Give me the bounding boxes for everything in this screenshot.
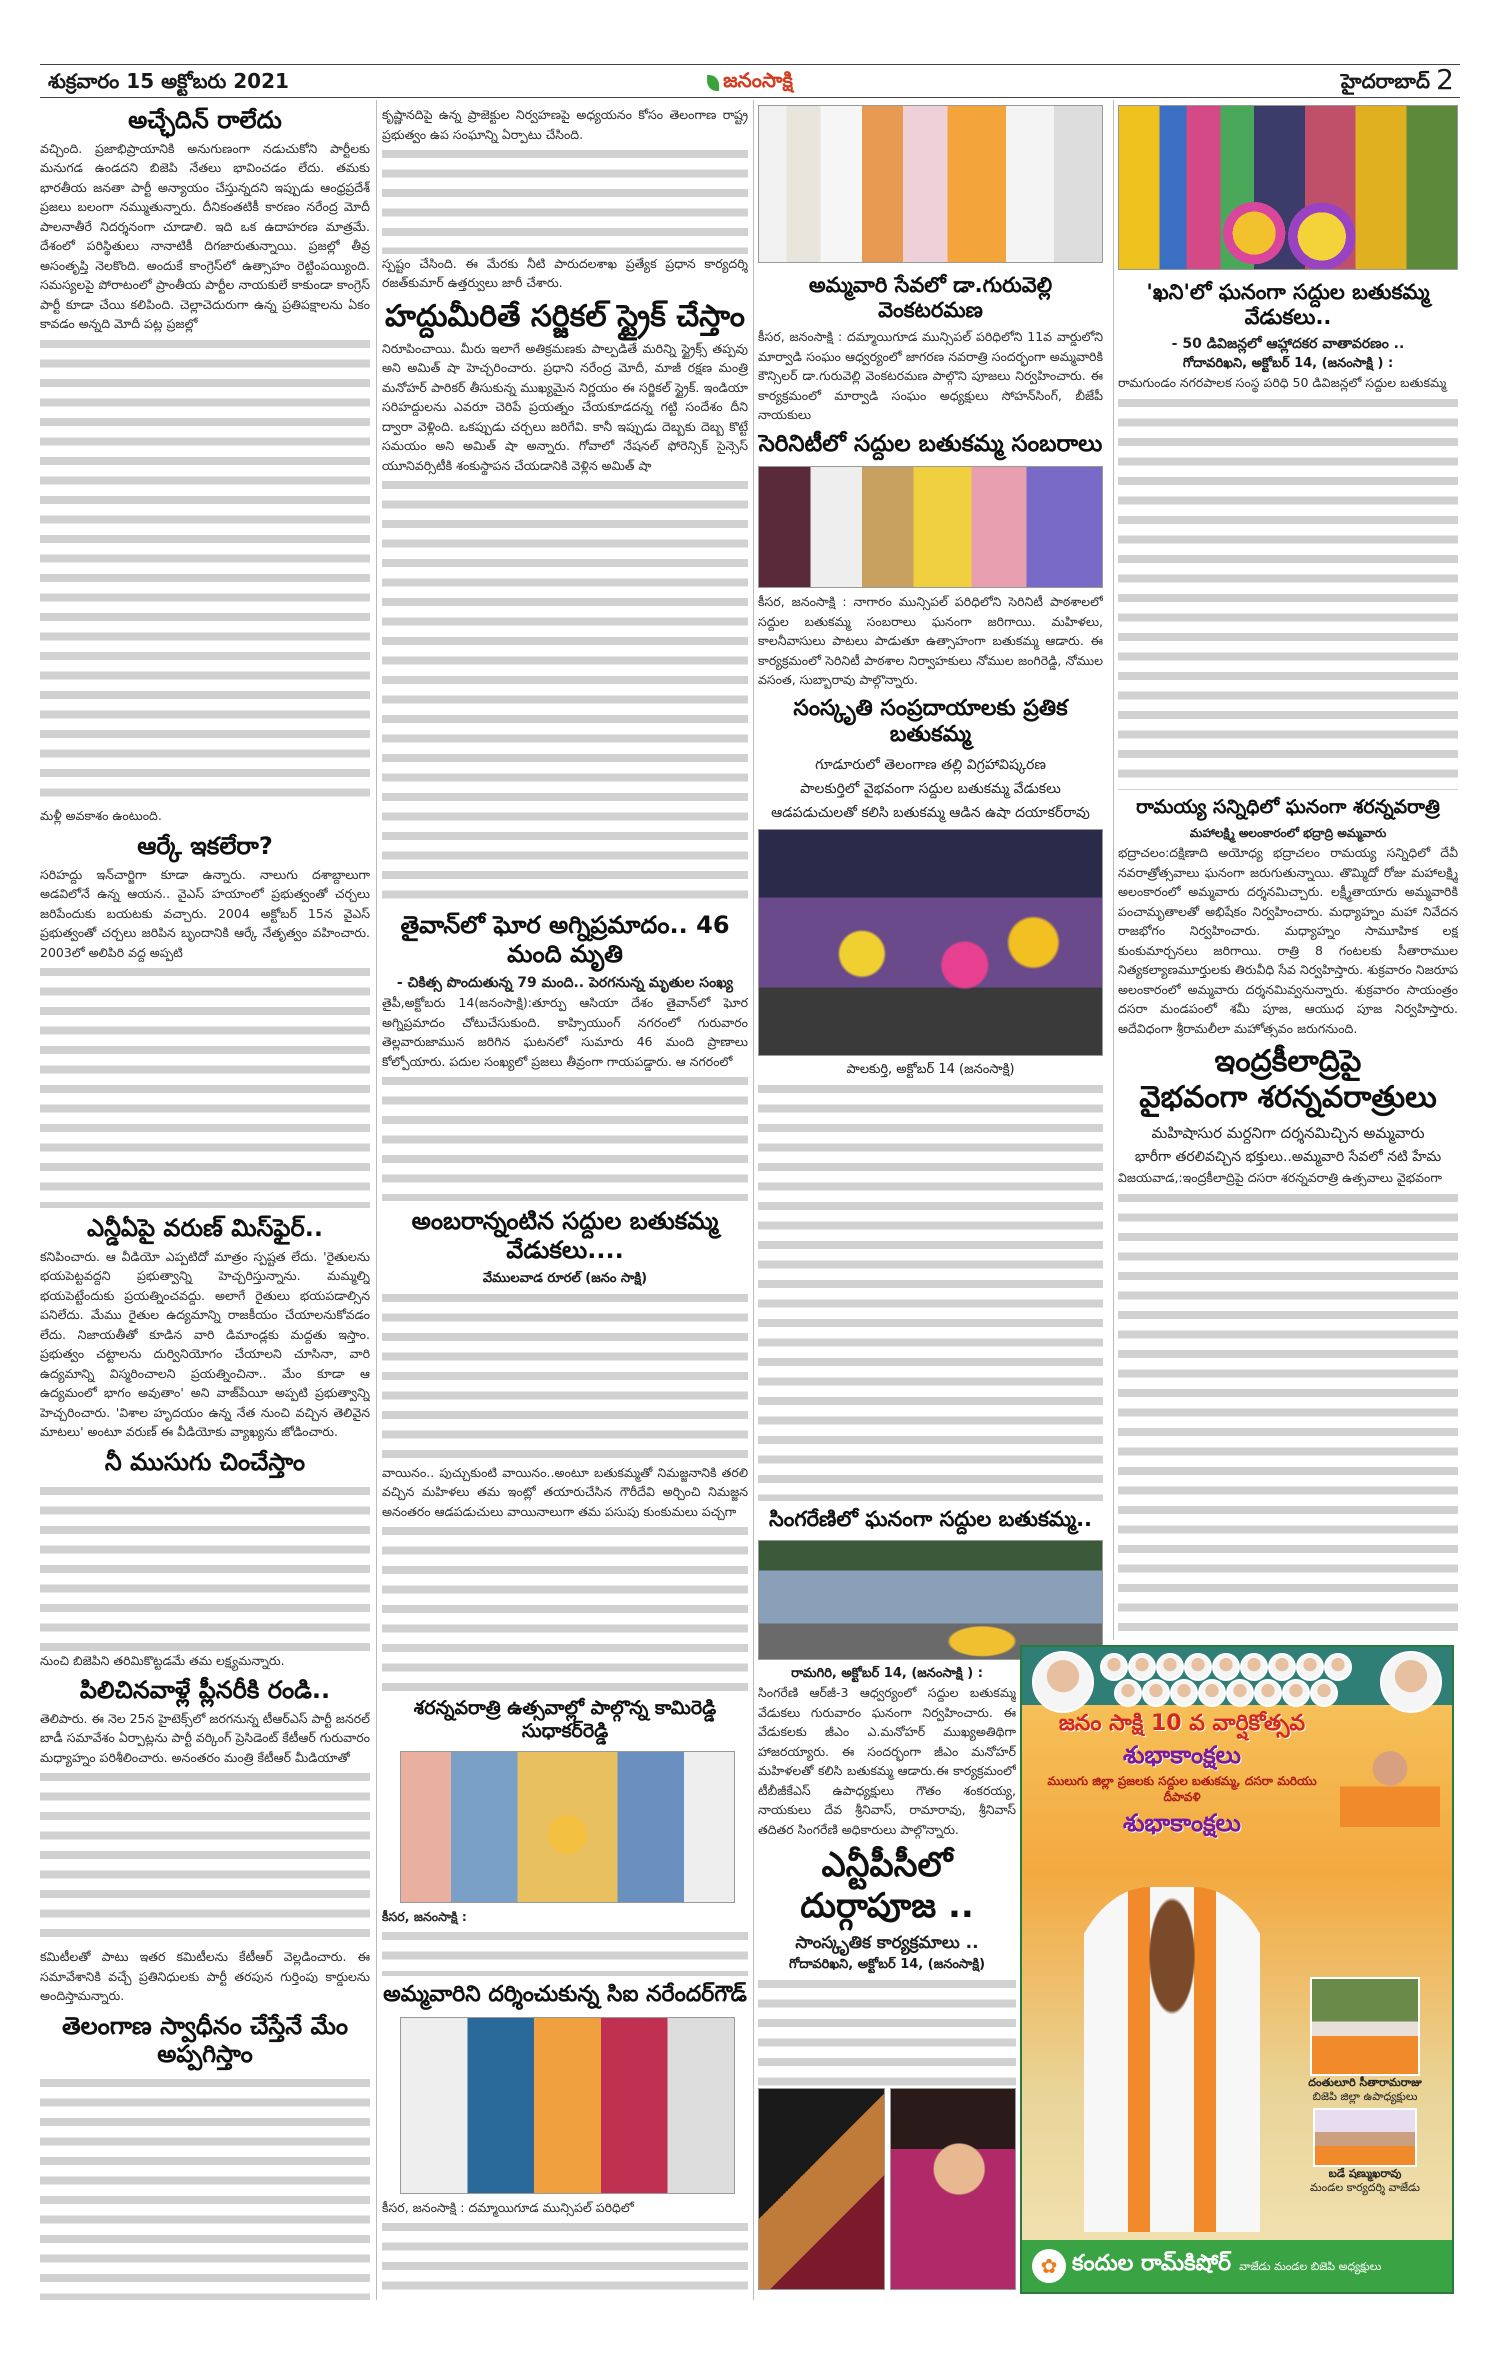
dateline: పాలకుర్తి, అక్టోబర్ 14 (జనంసాక్షి)	[846, 1061, 1015, 1077]
article-body: కీసర, జనంసాక్షి : దమ్మాయిగూడ మున్సిపల్ పరిధిలోని 11వ వార్డులోని మార్వాడి సంఘం ఆధ్వర్యంలో జాగరణ నవరాత్రి సందర్భంగా అమ్మవారికి కౌన్సిలర్ డా.గురువెల్లి వెంకటరమణ పాల్గొని పూజలు నిర్వహించారు. ఈ కార్యక్రమంలో మార్వాడి సంఘం అధ్యక్షులు సోహన్‌సింగ్, బీజేపీ నాయకులు	[758, 329, 1103, 423]
headline-taiwan-fire: తైవాన్‌లో ఘోర అగ్నిప్రమాదం.. 46 మంది మృతి	[400, 911, 730, 969]
headline-achhe-din: అచ్ఛేదిన్ రాలేదు	[128, 106, 282, 134]
leader-portrait	[1114, 1679, 1142, 1707]
leader-portrait	[1100, 1653, 1128, 1681]
photo-khani-bathukamma	[1118, 105, 1458, 270]
article-body: వాయినం.. పుచ్చుకుంటి వాయినం..అంటూ బతుకమ్మతో నిమజ్జనానికి తరలి వచ్చిన మహిళలు తమ ఇంట్లో తయారుచేసిన గౌరీదేవి అర్చించి నిమజ్జన అనంతరం ఆడపడుచులు వాయినాలుగా తమ పసుపు కుంకుమలు పచ్చగా	[382, 1464, 748, 1519]
article-body: తైపీ,అక్టోబరు 14(జనంసాక్షి):తూర్పు ఆసియా దేశం తైవాన్‌లో ఘోర అగ్నిప్రమాదం చోటుచేసుకుంది. కాహ్సియుంగ్ నగరంలో గురువారం తెల్లవారుజామున జరిగిన ఘటనలో సుమారు 46 మంది ప్రాణాలు కోల్పోయారు. పదుల సంఖ్యలో ప్రజలు తీవ్రంగా గాయపడ్డారు. ఆ నగరంలో	[382, 995, 748, 1069]
headline-palakurthi: సంస్కృతి సంప్రదాయాలకు ప్రతిక బతుకమ్మ	[793, 695, 1068, 748]
ad-title: జనం సాక్షి 10 వ వార్షికోత్సవ	[1058, 1711, 1306, 1736]
person1-photo	[1310, 1977, 1420, 2076]
article-body-end: మళ్లీ అవకాశం ఉంటుంది.	[40, 808, 162, 824]
subheadline: గూడూరులో తెలంగాణ తల్లి విగ్రహావిష్కరణ	[815, 756, 1046, 773]
column-3	[758, 105, 1103, 1660]
leader-portrait	[1240, 1653, 1268, 1681]
leader-portrait	[1380, 1651, 1442, 1713]
subheadline: మహిషాసుర మర్దనిగా దర్శనమిచ్చిన అమ్మవారు	[1151, 1124, 1425, 1143]
subheadline: ఆడపడుచులతో కలిసి బతుకమ్మ ఆడిన ఉషా దయాకర్‌రావు	[771, 804, 1090, 821]
text-lines	[1118, 393, 1458, 790]
text-lines	[40, 1767, 370, 1947]
subheadline: పాలకుర్తిలో వైభవంగా సద్దుల బతుకమ్మ వేడుకలు	[800, 780, 1061, 797]
dateline: గోదావరిఖని, అక్టోబర్ 14, (జనంసాక్షి ) :	[1182, 356, 1394, 372]
headline-khani: 'ఖని'లో ఘనంగా సద్దుల బతుకమ్మ వేడుకలు..	[1146, 280, 1430, 330]
headline-guruvelli: అమ్మవారి సేవలో డా.గురువెల్లి వెంకటరమణ	[808, 273, 1053, 323]
subheadline: - చికిత్స పొందుతున్న 79 మంది.. పెరగనున్న మృతుల సంఖ్య	[396, 975, 734, 992]
dateline: గోదావరిఖని, అక్టోబర్ 14, (జనంసాక్షి)	[788, 1956, 986, 1972]
edition-city: హైదరాబాద్	[1340, 69, 1430, 93]
caption-text: కీసర, జనంసాక్షి : దమ్మాయిగూడ మున్సిపల్ పరిధిలో	[382, 2199, 634, 2215]
issue-date: శుక్రవారం 15 అక్టోబరు 2021	[48, 69, 289, 93]
page-number: 2	[1436, 63, 1454, 96]
ad-message: ములుగు జిల్లా ప్రజలకు సద్దుల బతుకమ్మ, దసరా మరియు దీపావళి	[1047, 1774, 1317, 1804]
column-4	[1118, 105, 1458, 1635]
photo-row	[758, 2088, 1016, 2290]
article-body: కీసర, జనంసాక్షి : నాగారం మున్సిపల్ పరిధిలోని సెరినిటీ పాఠశాలలో సద్దుల బతుకమ్మ సంబరాలు ఘనంగా జరిగాయి. మహిళలు, కాలనీవాసులు పాటలు పాడుతూ ఉత్సాహంగా బతుకమ్మ ఆడారు. ఈ కార్యక్రమంలో సెరినిటీ పాఠశాల నిర్వాహకులు నోముల జంగిరెడ్డి, నోముల వసంత, సుబ్బారావు పాల్గొన్నారు.	[758, 594, 1103, 688]
article-body: విజయవాడ,:ఇంద్రకీలాద్రిపై దసరా శరన్నవరాత్రి ఉత్సవాలు వైభవంగా	[1118, 1170, 1442, 1186]
person2-role: మండల కార్యదర్శి వాజేడు	[1310, 2181, 1420, 2194]
leader-portrait	[1170, 1679, 1198, 1707]
photo-serenity-school	[758, 466, 1103, 588]
logo-text: జనంసాక్షి	[723, 68, 793, 92]
text-lines	[40, 1481, 370, 1651]
subheadline: - 50 డివిజన్లలో ఆహ్లాదకర వాతావరణం ..	[1171, 336, 1405, 353]
photo-flute-player	[758, 2088, 885, 2290]
leader-portrait	[1268, 1653, 1296, 1681]
person1-name: దంతులూరి సీతారామరాజు	[1308, 2076, 1422, 2089]
headline-bathukamma-vemulawada: అంబరాన్నంటిన సద్దుల బతుకమ్మ వేడుకలు....	[411, 1207, 719, 1264]
text-lines	[40, 2073, 370, 2300]
leader-portrait	[1296, 1653, 1324, 1681]
ad-greeting: శుభాకాంక్షలు	[1123, 1809, 1241, 1838]
headline-indrakeeladri-line1: ఇంద్రకీలాద్రిపై	[1214, 1044, 1362, 1080]
photo-singer	[890, 2088, 1017, 2290]
newspaper-logo	[707, 68, 793, 97]
photo-singareni	[758, 1540, 1103, 1660]
leader-portrait	[1142, 1679, 1170, 1707]
headline-surgical-strike: హద్దుమీరితే సర్జికల్ స్ట్రైక్ చేస్తాం	[384, 298, 745, 334]
ad-greeting: శుభాకాంక్షలు	[1123, 1741, 1241, 1770]
headline-varun: ఎన్డీఏపై వరుణ్ మిస్‌ఫైర్..	[87, 1213, 323, 1242]
person2-photo	[1313, 2108, 1417, 2167]
headline-mask: నీ ముసుగు చించేస్తాం	[104, 1447, 306, 1476]
ad-people-stack	[1290, 1977, 1440, 2237]
text-lines	[758, 1079, 1103, 1501]
column-divider	[753, 100, 754, 2300]
leader-portrait	[1128, 1653, 1156, 1681]
headline-telangana: తెలంగాణ స్వాధీనం చేస్తేనే మేం అప్పగిస్తాం	[61, 2011, 349, 2069]
article-body-end: కమిటీలతో పాటు ఇతర కమిటీలను కేటీఆర్ వెల్లడించారు. ఈ సమావేశానికి వచ్చే ప్రతినిధులకు పార్టీ తరపున గుర్తింపు కార్డులను అందిస్తామన్నారు.	[40, 1949, 370, 2004]
leader-portrait	[1254, 1679, 1282, 1707]
article-body: భద్రాచలం:దక్షిణాది అయోధ్య భద్రాచలం రామయ్య సన్నిధిలో దేవీ నవరాత్రోత్సవాలు ఘనంగా జరుగుతున్నాయి. తొమ్మిదో రోజు మహాలక్ష్మి అలంకారంలో అమ్మవారు దర్శనమిచ్చారు. లక్ష్మీతాయారు అమ్మవారికి పంచామృతాలతో అభిషేకం నిర్వహించారు. మధ్యాహ్నం మహా నివేదన రాజభోగం నిర్వహించారు. మధ్యాహ్నం సామూహిక లక్ష కుంకుమార్చనలు జరిగాయి. రాత్రి 8 గంటలకు సీతారాముల నిత్యకల్యాణమూర్తులకు తిరువీధి సేవ నిర్వహిస్తారు. శుక్రవారం నిజరూప అలంకారంలో అమ్మవారు దర్శనమివ్వనున్నారు. శుక్రవారం సాయంత్రం దసరా మండపంలో శమీ పూజ, ఆయుధ పూజ నిర్వహిస్తారు. అదేవిధంగా శ్రీరామలీలా మహోత్సవం జరుగనుంది.	[1118, 845, 1458, 1036]
article-body: రామగుండం నగరపాలక సంస్థ పరిధి 50 డివిజన్లలో సద్దుల బతుకమ్మ	[1118, 375, 1447, 391]
person2-name: బడే షణ్ముఖరావు	[1328, 2167, 1402, 2180]
text-lines	[1118, 1188, 1458, 1635]
photo-ci-narender	[400, 2017, 735, 2194]
text-lines	[382, 1521, 748, 1691]
subheadline: భారీగా తరలివచ్చిన భక్తులు..అమ్మవారి సేవలో నటి హేమ	[1134, 1149, 1442, 1166]
column-1	[40, 100, 370, 2300]
ad-footer	[1022, 2240, 1452, 2292]
main-person-photo	[1062, 1887, 1282, 2232]
article-body: సరిహద్దు ఇన్‌చార్జిగా కూడా ఉన్నారు. నాలుగు దశాబ్దాలుగా అడవిలోనే ఉన్న ఆయన.. వైఎస్ హయాంలో ప్రభుత్వంతో చర్చలు జరిపేందుకు బయటకు వచ్చారు. 2004 అక్టోబర్ 15న వైఎస్ ప్రభుత్వంతో చర్చలు జరిపిన బృందానికి ఆర్కే నేతృత్వం వహించారు. 2003లో అలిపిరి వద్ద అప్పటి	[40, 866, 370, 960]
article-body-end: స్పష్టం చేసింది. ఈ మేరకు నీటి పారుదలశాఖ ప్రత్యేక ప్రధాన కార్యదర్శి రజత్‌కుమార్ ఉత్తర్వులు జారీ చేశారు.	[382, 255, 748, 291]
leaf-icon	[707, 75, 719, 91]
leader-portrait	[1324, 1653, 1352, 1681]
page-header	[40, 64, 1460, 98]
person1-role: బిజెపి జిల్లా ఉపాధ్యక్షులు	[1312, 2090, 1418, 2103]
greeting-advertisement	[1020, 1645, 1454, 2294]
ad-text-stack	[1032, 1711, 1332, 1838]
photo-durga-pandal	[400, 1751, 735, 1903]
person-photo	[1340, 1737, 1440, 1827]
headline-ci-narender: అమ్మవారిని దర్శించుకున్న సిఐ నరేందర్‌గౌడ్	[383, 1982, 747, 2008]
leader-portrait	[1156, 1653, 1184, 1681]
text-lines	[40, 334, 370, 807]
headline-kamireddy: శరన్నవరాత్రి ఉత్సవాల్లో పాల్గొన్న కామిరెడ్డి సుధాకర్‌రెడ్డి	[413, 1697, 717, 1742]
text-lines	[758, 1974, 1016, 2088]
headline-singareni: సింగరేణిలో ఘనంగా సద్దుల బతుకమ్మ..	[768, 1506, 1093, 1531]
main-person-name: కందుల రామ్‌కిషోర్	[1072, 2251, 1232, 2276]
column-divider	[376, 100, 377, 2300]
subheadline: సాంస్కృతిక కార్యక్రమాలు ..	[795, 1932, 979, 1953]
leader-portrait	[1282, 1679, 1310, 1707]
headline-plenary: పిలిచినవాళ్లే ప్లీనరీకి రండి..	[79, 1676, 331, 1705]
text-lines	[40, 962, 370, 1208]
article-body: నిరూపించాయి. మీరు ఇలాగే అతిక్రమణకు పాల్పడితే మరిన్ని స్ట్రైక్స్ తప్పవు అని అమిత్ షా హెచ్చరించారు. ప్రధాని నరేంద్ర మోదీ, మాజీ రక్షణ మంత్రి మనోహర్ పారికర్ తీసుకున్న ముఖ్యమైన నిర్ణయం ఈ సర్జికల్ స్ట్రైక్. ఇండియా సరిహద్దులను ఎవరూ చెరిపే ప్రయత్నం చేయకూడదన్న గట్టి సందేశం దీని ద్వారా వెళ్లింది. ఒకప్పుడు చర్చలు జరిగేవి. కానీ ఇప్పుడు దెబ్బకు దెబ్బ కొట్టే సమయం అని అమిత్ షా అన్నారు. గోవాలో నేషనల్ ఫోరెన్సిక్ సైన్సెస్ యూనివర్సిటీకి శంకుస్థాపన చేయడానికి వెళ్లిన అమిత్ షా	[382, 340, 748, 473]
photo-marwadi-sangham	[758, 105, 1103, 263]
leader-portrait	[1310, 1679, 1338, 1707]
article-body: కృష్ణానదిపై ఉన్న ప్రాజెక్టుల నిర్వహణపై అధ్యయనం కోసం తెలంగాణ రాష్ట్ర ప్రభుత్వం ఉప సంఘాన్ని ఏర్పాటు చేసింది.	[382, 107, 748, 142]
headline-indrakeeladri-line2: వైభవంగా శరన్నవరాత్రులు	[1139, 1080, 1437, 1116]
article-body: సింగరేణి ఆర్‌జీ-3 ఆధ్వర్యంలో సద్దుల బతుకమ్మ వేడుకలు గురువారం ఘనంగా నిర్వహించారు. ఈ వేడుకలకు జీఎం ఎ.మనోహర్ ముఖ్యఅతిథిగా హాజరయ్యారు. ఈ సందర్భంగా జీఎం మనోహర్ మహిళలతో కలిసి బతుకమ్మ ఆడారు.ఈ కార్యక్రమంలో టీబీజీకేఎస్ ఉపాధ్యక్షులు గౌతం శంకరయ్య, నాయకులు దేవ శ్రీనివాస్, రామారావు, శ్రీనివాస్ తదితర సింగరేణి అధికారులు పాల్గొన్నారు.	[758, 1685, 1016, 1837]
column-2	[382, 105, 748, 2297]
headline-ntpc-line1: ఎన్టీపీసీలో	[821, 1845, 953, 1885]
text-lines	[382, 2217, 748, 2297]
lotus-icon: ✿	[1032, 2249, 1066, 2283]
article-body: వచ్చింది. ప్రజాభిప్రాయానికి అనుగుణంగా నడుచుకోని పార్టీలకు మనుగడ ఉండదని బిజెపి నేతలు భావించడం లేదు. తమకు భారతీయ జనతా పార్టీ అన్యాయం చేస్తున్నదని ఇప్పుడు ఆంధ్రప్రదేశ్ ప్రజలు బలంగా నమ్ముతున్నారు. దీనికంతటికీ కారణం నరేంద్ర మోదీ పాలనాతీరే నిదర్శనంగా చూడాలి. ఇది ఒక ఉదాహరణ మాత్రమే. దేశంలో పరిస్థితులు నానాటికీ దిగజారుతున్నాయి. ప్రజల్లో తీవ్ర అసంతృప్తి నెలకొంది. అందుకే కాంగ్రెస్‌లో ఉత్సాహం రెట్టింపయ్యింది. సమస్యలపై పోరాటంలో ప్రాంతీయ పార్టీల నాయకులే కాకుండా కాంగ్రెస్ పార్టీ కూడా చేయి కలిపింది. చెల్లాచెదురుగా ఉన్న ప్రతిపక్షాలను ఏకం కావడం అన్నది మోదీ పట్ల ప్రజల్లో	[40, 140, 370, 332]
article-body: కనిపించారు. ఆ వీడియో ఎప్పటిదో మాత్రం స్పష్టత లేదు. 'రైతులను భయపెట్టవద్దని ప్రభుత్వాన్ని హెచ్చరిస్తున్నాను. మమ్మల్ని భయపెట్టేందుకు ప్రయత్నించవద్దు. అలాగే రైతులు భయపడాల్సిన పనిలేదు. మేము రైతుల ఉద్యమాన్ని రాజకీయం చేయాలనుకోవడం లేదు. నిజాయతీతో కూడిన వారి డిమాండ్లకు మద్దతు ఇస్తాం. ప్రభుత్వం చట్టాలను దుర్వినియోగం చేయాలని చూసినా, వారి ఉద్యమాన్ని విస్మరించాలని ప్రయత్నించినా.. మేం కూడా ఆ ఉద్యమంలో భాగం అవుతాం' అని వాజ్‌పేయీ అప్పటి ప్రభుత్వాన్ని హెచ్చరించారు. 'విశాల హృదయం ఉన్న నేత నుంచి వచ్చిన తెలివైన మాటలు' అంటూ వరుణ్ ఈ వీడియోకు వ్యాఖ్యను జోడించారు.	[40, 1248, 370, 1440]
headline-ntpc-line2: దుర్గాపూజ ..	[800, 1885, 974, 1926]
text-lines	[382, 475, 748, 905]
headline-serenity: సెరినిటీలో సద్దుల బతుకమ్మ సంబరాలు	[758, 430, 1103, 457]
photo-bathukamma-night	[758, 829, 1103, 1056]
column-3-lower	[758, 1664, 1016, 2290]
caption-dateline: కీసర, జనంసాక్షి :	[382, 1908, 467, 1924]
article-body: తెలిపారు. ఈ నెల 25న హైటెక్స్‌లో జరగనున్న టీఆర్‌ఎస్ పార్టీ జనరల్ బాడీ సమావేశం ఏర్పాట్లను పార్టీ వర్కింగ్ ప్రెసిడెంట్ కేటీఆర్ గురువారం మధ్యాహ్నం పరిశీలించారు. అనంతరం మంత్రి కేటీఆర్ మీడియాతో	[40, 1710, 370, 1765]
headline-bhadrachalam: రామయ్య సన్నిధిలో ఘనంగా శరన్నవరాత్రి	[1136, 796, 1440, 819]
leader-portrait	[1198, 1679, 1226, 1707]
text-lines	[382, 1288, 748, 1463]
subheadline: మహాలక్ష్మి అలంకారంలో భద్రాద్రి అమ్మవారు	[1189, 826, 1387, 841]
text-lines	[382, 144, 748, 254]
leader-portrait	[1212, 1653, 1240, 1681]
article-body-end: నుంచి బిజెపిని తరిమికొట్టడమే తమ లక్ష్యమన్నారు.	[40, 1652, 285, 1668]
leader-portrait	[1032, 1651, 1094, 1713]
leader-portrait	[1184, 1653, 1212, 1681]
text-lines	[382, 1071, 748, 1201]
dateline: వేములవాడ రూరల్ (జనం సాక్షి)	[482, 1270, 648, 1286]
dateline: రామగిరి, అక్టోబర్ 14, (జనంసాక్షి ) :	[791, 1666, 983, 1681]
leader-portrait	[1226, 1679, 1254, 1707]
text-lines	[382, 1926, 748, 1976]
column-divider	[1113, 100, 1114, 1640]
main-person-role: వాజేడు మండల బిజెపి అధ్యక్షులు	[1239, 2259, 1382, 2273]
headline-rk: ఆర్కే ఇకలేరా?	[137, 831, 273, 860]
